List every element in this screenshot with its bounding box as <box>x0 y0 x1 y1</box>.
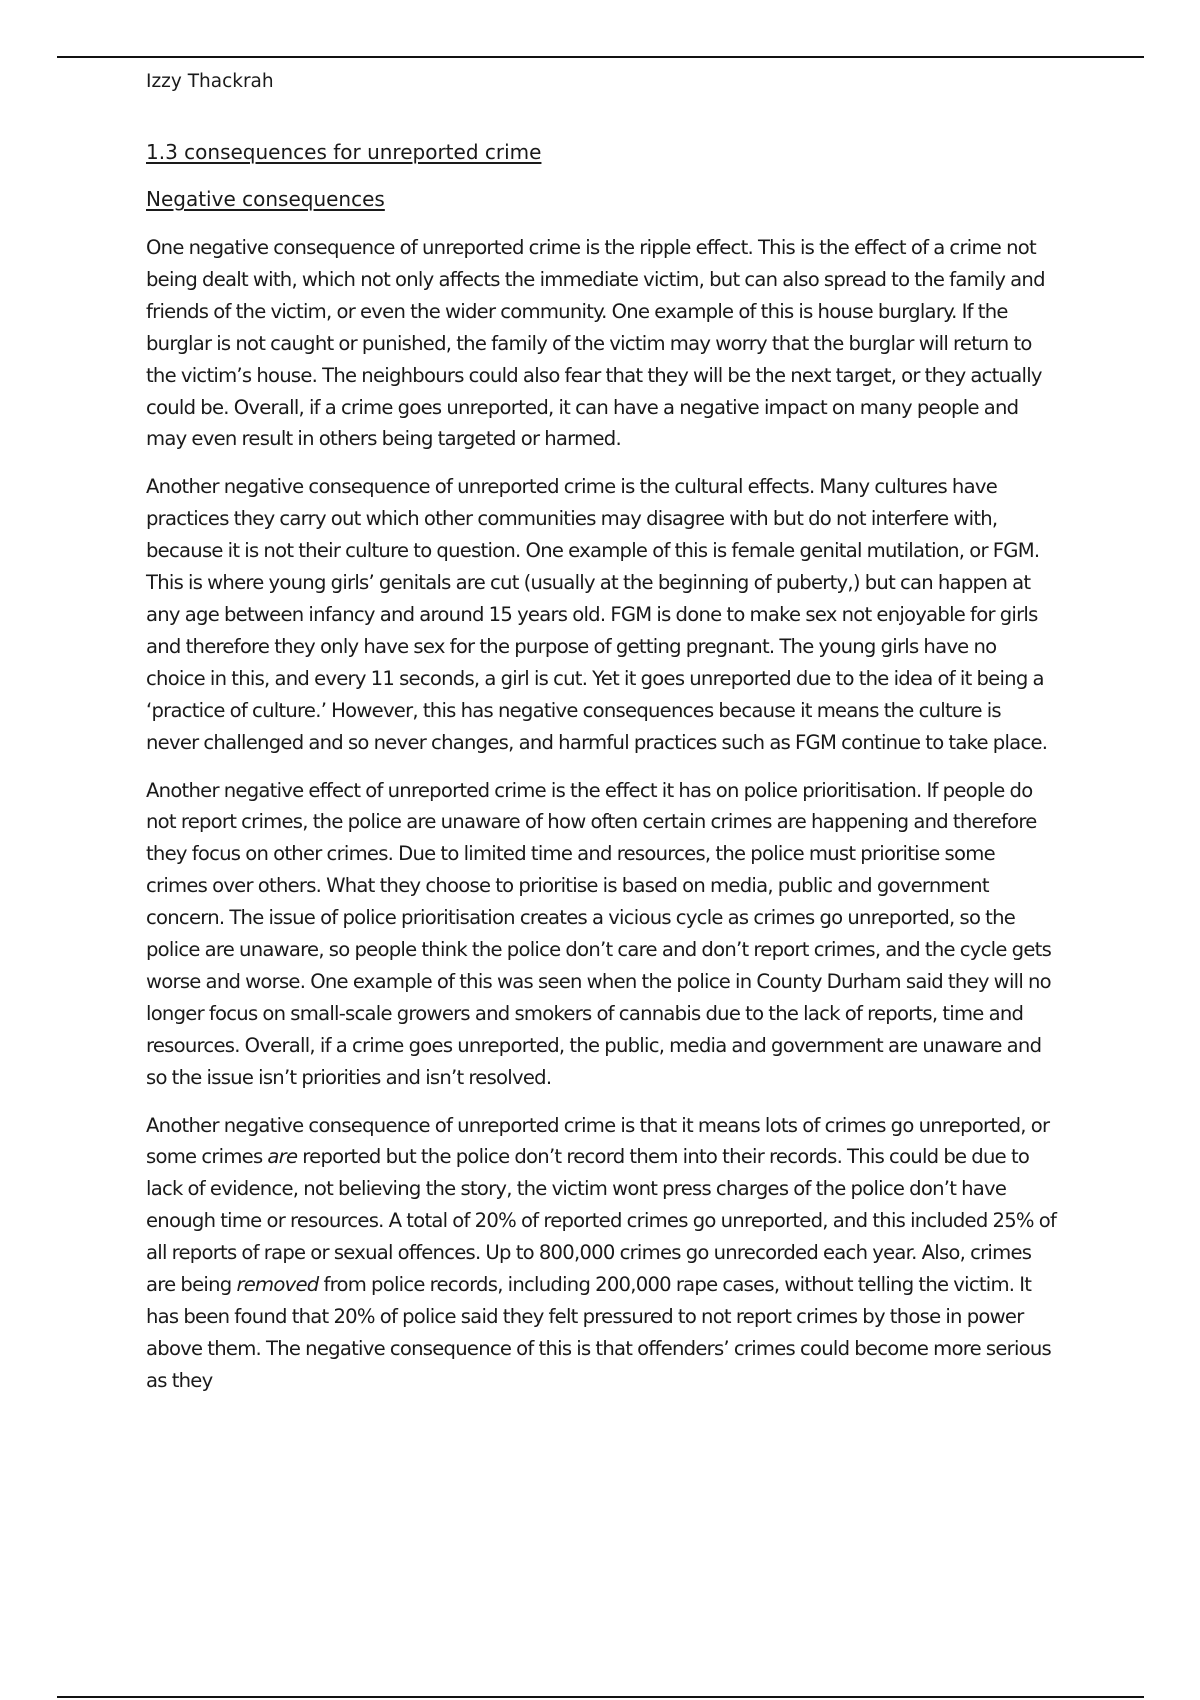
bottom-rule <box>57 1696 1144 1698</box>
paragraph-text-part: from police records, including 200,000 rape cases, without telling the victim. It has been found that 20% of police said they felt pressured to not report crimes by those in power above them. The negative consequence of this is that offenders’ crimes could become more serious as they <box>146 1273 1052 1392</box>
document-body <box>146 68 1058 1413</box>
paragraph-text-part: Another negative consequence of unreported crime is that it means lots of crimes go unreported, or some crimes <box>146 1113 1050 1169</box>
paragraph-cultural-effects: Another negative consequence of unreported crime is the cultural effects. Many cultures have practices they carry out which other communities may disagree with but do not interfere with, because it is not their culture to question. One example of this is female genital mutilation, or FGM. This is where young girls’ genitals are cut (usually at the beginning of puberty,) but can happen at any age between infancy and around 15 years old. FGM is done to make sex not enjoyable for girls and therefore they only have sex for the purpose of getting pregnant. The young girls have no choice in this, and every 11 seconds, a girl is cut. Yet it goes unreported due to the idea of it being a ‘practice of culture.’ However, this has negative consequences because it means the culture is never challenged and so never changes, and harmful practices such as FGM continue to take place. <box>146 475 1048 754</box>
emphasis-text: are <box>267 1145 298 1169</box>
author-name: Izzy Thackrah <box>146 71 274 92</box>
paragraph-ripple-effect: One negative consequence of unreported crime is the ripple effect. This is the effect of a crime not being dealt with, which not only affects the immediate victim, but can also spread to the family and friends of the victim, or even the wider community. One example of this is house burglary. If the burglar is not caught or punished, the family of the victim may worry that the burglar will return to the victim’s house. The neighbours could also fear that they will be the next target, or they actually could be. Overall, if a crime goes unreported, it can have a negative impact on many people and may even result in others being targeted or harmed. <box>146 236 1045 451</box>
section-heading: 1.3 consequences for unreported crime <box>146 140 542 164</box>
sub-heading: Negative consequences <box>146 187 385 211</box>
emphasis-text: removed <box>236 1273 319 1297</box>
paragraph-police-prioritisation: Another negative effect of unreported crime is the effect it has on police prioritisation. If people do not report crimes, the police are unaware of how often certain crimes are happening and therefore they focus on other crimes. Due to limited time and resources, the police must prioritise some crimes over others. What they choose to prioritise is based on media, public and government concern. The issue of police prioritisation creates a vicious cycle as crimes go unreported, so the police are unaware, so people think the police don’t care and don’t report crimes, and the cycle gets worse and worse. One example of this was seen when the police in County Durham said they will no longer focus on small-scale growers and smokers of cannabis due to the lack of reports, time and resources. Overall, if a crime goes unreported, the public, media and government are unaware and so the issue isn’t priorities and isn’t resolved. <box>146 778 1052 1089</box>
paragraph-text-part: reported but the police don’t record them into their records. This could be due to lack of evidence, not believing the story, the victim wont press charges of the police don’t have enough time or resources. A total of 20% of reported crimes go unreported, and this included 25% of all reports of rape or sexual offences. Up to 800,000 crimes go unrecorded each year. Also, crimes are being <box>146 1145 1057 1297</box>
top-rule <box>57 56 1144 58</box>
paragraph-unrecorded-crimes <box>146 1110 1058 1397</box>
